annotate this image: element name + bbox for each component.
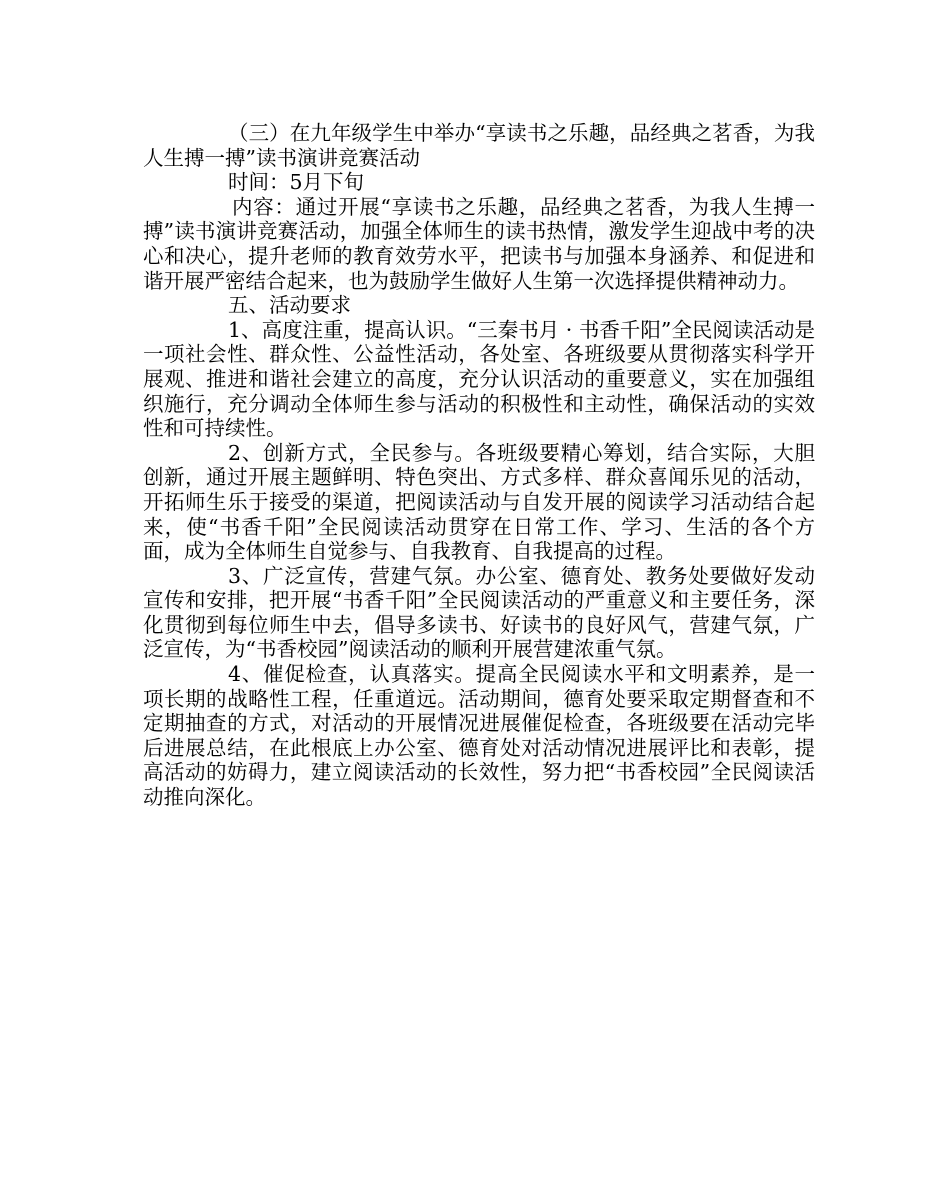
paragraph-requirement-4: 4、催促检查，认真落实。提高全民阅读水平和文明素养，是一项长期的战略性工程，任重道远。活动期间，德育处要采取定期督查和不定期抽查的方式，对活动的开展情况进展催促检查，各班级要在活动完毕后进展总结，在此根底上办公室、德育处对活动情况进展评比和表彰，提高活动的妨碍力，建立阅读活动的长效性，努力把“书香校园”全民阅读活动推向深化。 <box>143 662 815 810</box>
paragraph-requirement-3: 3、广泛宣传，营建气氛。办公室、德育处、教务处要做好发动宣传和安排，把开展“书香千阳”全民阅读活动的严重意义和主要任务，深化贯彻到每位师生中去，倡导多读书、好读书的良好风气，营建气氛，广泛宣传，为“书香校园”阅读活动的顺利开展营建浓重气氛。 <box>143 563 815 662</box>
paragraph-time: 时间：5月下旬 <box>228 170 365 195</box>
document-body <box>143 121 815 810</box>
paragraph-requirement-1: 1、高度注重，提高认识。“三秦书月 · 书香千阳”全民阅读活动是一项社会性、群众性、公益性活动，各处室、各班级要从贯彻落实科学开展观、推进和谐社会建立的高度，充分认识活动的重要意义，实在加强组织施行，充分调动全体师生参与活动的积极性和主动性，确保活动的实效性和可持续性。 <box>143 317 815 441</box>
section-heading-requirements: 五、活动要求 <box>228 293 351 318</box>
paragraph-competition-title: （三）在九年级学生中举办“享读书之乐趣，品经典之茗香，为我人生搏一搏”读书演讲竞赛活动 <box>143 121 815 170</box>
paragraph-content: 内容：通过开展“享读书之乐趣，品经典之茗香，为我人生搏一搏”读书演讲竞赛活动，加强全体师生的读书热情，激发学生迎战中考的决心和决心，提升老师的教育效劳水平，把读书与加强本身涵养、和促进和谐开展严密结合起来，也为鼓励学生做好人生第一次选择提供精神动力。 <box>143 194 815 293</box>
paragraph-requirement-2: 2、创新方式，全民参与。各班级要精心筹划，结合实际，大胆创新，通过开展主题鲜明、特色突出、方式多样、群众喜闻乐见的活动，开拓师生乐于接受的渠道，把阅读活动与自发开展的阅读学习活动结合起来，使“书香千阳”全民阅读活动贯穿在日常工作、学习、生活的各个方面，成为全体师生自觉参与、自我教育、自我提高的过程。 <box>143 440 815 564</box>
